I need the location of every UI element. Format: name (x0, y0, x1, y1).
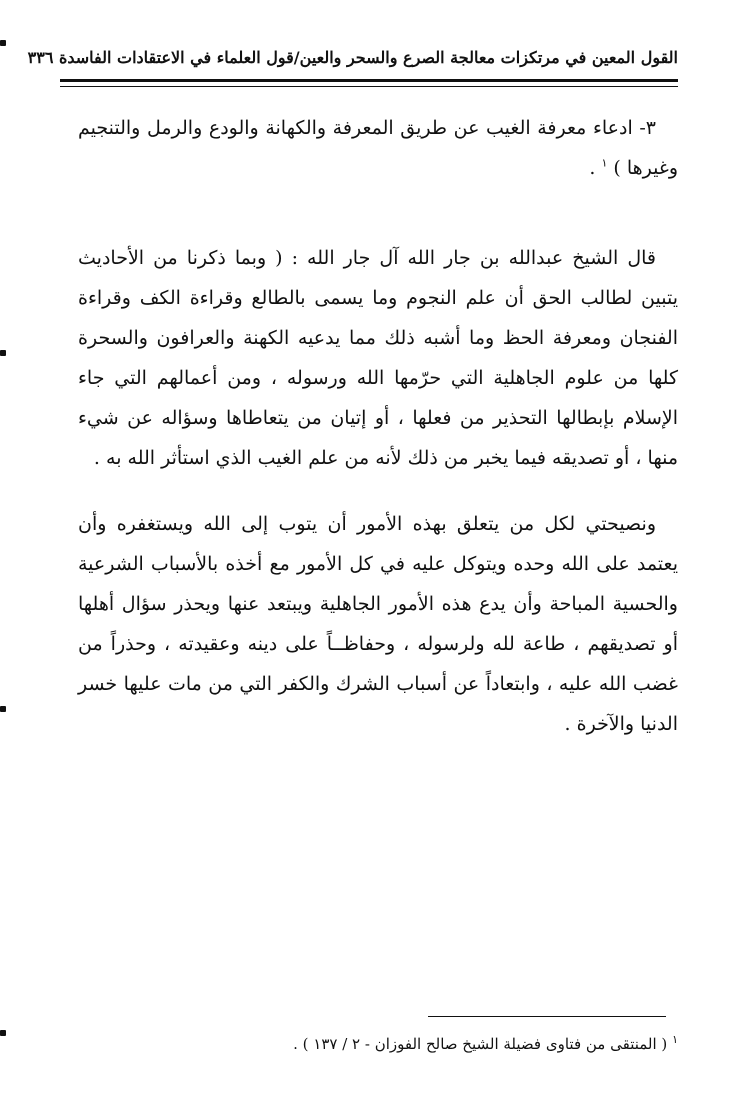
footnote (240, 1032, 678, 1056)
footnote-reference: ١ (601, 156, 608, 170)
list-item-3-text: ٣- ادعاء معرفة الغيب عن طريق المعرفة والكهانة والودع والرمل والتنجيم وغيرها ) (78, 117, 678, 179)
scan-edge-mark (0, 1030, 6, 1036)
header-rule-thin (60, 86, 678, 87)
advice-paragraph: ونصيحتي لكل من يتعلق بهذه الأمور أن يتوب إلى الله ويستغفره وأن يعتمد على الله وحده ويتوكل عليه في كل الأمور مع أخذه بالأسباب الشرعية والحسية المباحة وأن يدع هذه الأمور الجاهلية ويبتعد عنها ويحذر سؤال أهلها أو تصديقهم ، طاعة لله ولرسوله ، وحفاظــاً على دينه وعقيدته ، وحذراً من غضب الله عليه ، وابتعاداً عن أسباب الشرك والكفر التي من مات عليها خسر الدنيا والآخرة . (78, 513, 678, 735)
quote-paragraph: قال الشيخ عبدالله بن جار الله آل جار الله : ( وبما ذكرنا من الأحاديث يتبين لطالب الحق أن علم النجوم وما يسمى بالطالع وقراءة الكف وقراءة الفنجان ومعرفة الحظ وما أشبه ذلك مما يدعيه الكهنة والعرافون والسحرة كلها من علوم الجاهلية التي حرّمها الله ورسوله ، ومن أعمالهم التي جاء الإسلام بإبطالها التحذير من فعلها ، أو إتيان من يتعاطاها وسؤاله عن شيء منها ، أو تصديقه فيما يخبر من ذلك لأنه من علم الغيب الذي استأثر الله به . (78, 247, 678, 469)
scan-edge-mark (0, 350, 6, 356)
footnote-separator (428, 1016, 666, 1017)
footnote-marker: ١ (672, 1033, 678, 1046)
paragraph-gap (78, 478, 678, 504)
scan-edge-mark (0, 40, 6, 46)
paragraph-gap (78, 188, 678, 238)
scan-edge-mark (0, 706, 6, 712)
main-text (78, 108, 678, 744)
footnote-text: ( المنتقى من فتاوى فضيلة الشيخ صالح الفوزان - ٢ / ١٣٧ ) . (293, 1035, 668, 1053)
list-item-3 (78, 108, 678, 188)
list-item-3-end: . (589, 157, 596, 179)
running-header: القول المعين في مرتكزات معالجة الصرع والسحر والعين/قول العلماء في الاعتقادات الفاسدة ٣٣٦ (27, 48, 678, 67)
header-rule (60, 79, 678, 82)
